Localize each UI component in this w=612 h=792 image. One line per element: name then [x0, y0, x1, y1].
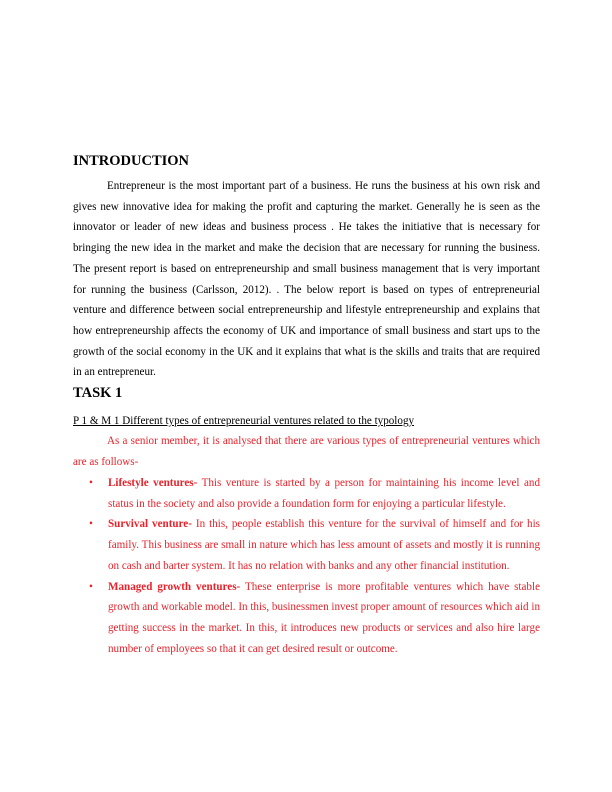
bullet-text: These enterprise is more profitable ventures which have stable growth and workable model. In this, businessmen invest proper amount of resources which aid in getting success in the market. In this, it introduces new products or services and also hire large number of employees so that it can get desired result or outcome. — [108, 580, 540, 655]
list-item-survival-venture — [73, 514, 540, 576]
bullet-text: In this, people establish this venture for the survival of himself and for his family. This business are small in nature which has less amount of assets and mostly it is running on cash and barter system. It has no relation with banks and any other financial institution. — [108, 518, 540, 572]
bullet-icon: • — [89, 477, 93, 489]
bullet-icon: • — [89, 580, 93, 593]
venture-types-list — [73, 473, 540, 659]
bullet-term: Lifestyle ventures- — [108, 477, 198, 489]
introduction-heading: INTRODUCTION — [73, 153, 190, 169]
bullet-term: Managed growth ventures- — [108, 580, 241, 593]
bullet-text: This venture is started by a person for maintaining his income level and status in the society and also provide a foundation form for enjoying a particular lifestyle. — [108, 477, 540, 510]
task1-subheading: P 1 & M 1 Different types of entrepreneurial ventures related to the typology — [73, 415, 415, 427]
list-item-lifestyle-ventures — [73, 473, 540, 514]
task1-intro-paragraph: As a senior member, it is analysed that there are various types of entrepreneurial ventures which are as follows- — [73, 435, 540, 468]
bullet-icon: • — [89, 518, 93, 531]
bullet-term: Survival venture- — [108, 518, 192, 531]
list-item-managed-growth-ventures — [73, 577, 540, 660]
introduction-paragraph: Entrepreneur is the most important part of a business. He runs the business at his own risk and gives new innovative idea for making the profit and capturing the market. Generally he is seen as the innovator or leader of new ideas and business process . He takes the initiative that is necessary for bringing the new idea in the market and make the decision that are necessary for running the business. The present report is based on entrepreneurship and small business management that is very important for running the business (Carlsson, 2012). . The below report is based on types of entrepreneurial venture and difference between social entrepreneurship and lifestyle entrepreneurship and explains that how entrepreneurship affects the economy of UK and importance of small business and start ups to the growth of the social economy in the UK and it explains that what is the skills and traits that are required in an entrepreneur. — [73, 180, 540, 379]
task1-heading: TASK 1 — [73, 385, 123, 401]
